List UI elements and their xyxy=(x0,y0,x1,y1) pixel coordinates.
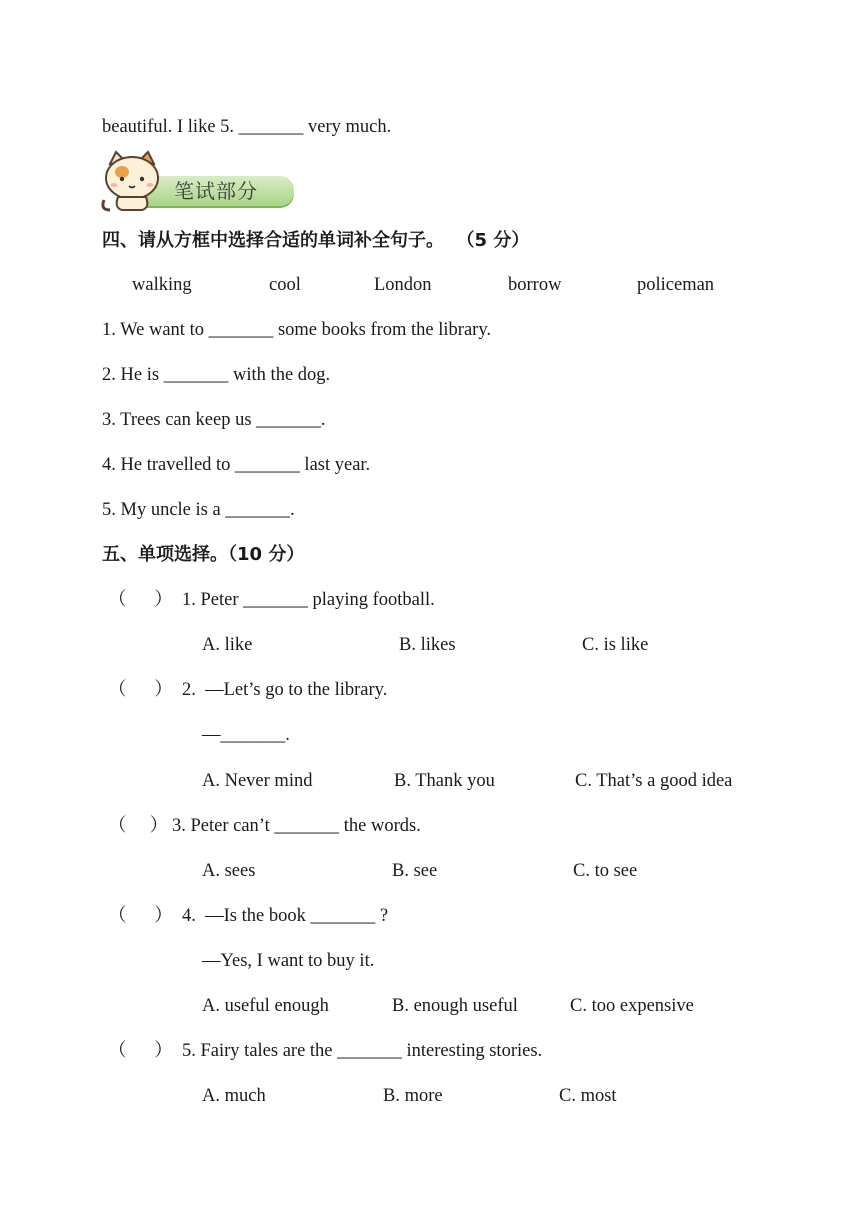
question-stem: 5. Fairy tales are the _______ interesting stories. xyxy=(182,1041,543,1061)
option-c: C. too expensive xyxy=(570,996,694,1016)
option-a: A. Never mind xyxy=(202,771,313,791)
question-stem: 2. —Let’s go to the library. xyxy=(182,680,388,700)
option-b: B. see xyxy=(392,861,438,881)
question-stem: 4. —Is the book _______ ? xyxy=(182,906,389,926)
answer-blank[interactable]: （ ） xyxy=(108,906,173,926)
option-b: B. likes xyxy=(399,635,456,655)
question-stem: 3. Peter can’t _______ the words. xyxy=(172,816,421,836)
option-a: A. sees xyxy=(202,861,256,881)
option-c: C. to see xyxy=(573,861,638,881)
section5-heading: 五、单项选择。（10 分） xyxy=(102,544,305,565)
option-b: B. enough useful xyxy=(392,996,518,1016)
section4-sentence: 4. He travelled to _______ last year. xyxy=(102,455,371,475)
answer-blank[interactable]: （ ） xyxy=(108,680,173,700)
option-c: C. That’s a good idea xyxy=(575,771,733,791)
answer-blank[interactable]: （ ） xyxy=(108,590,173,610)
section-banner xyxy=(100,150,300,214)
section4-sentence: 1. We want to _______ some books from the library. xyxy=(102,320,492,340)
option-a: A. much xyxy=(202,1086,266,1106)
section4-sentence: 5. My uncle is a _______. xyxy=(102,500,295,520)
option-a: A. like xyxy=(202,635,253,655)
option-a: A. useful enough xyxy=(202,996,329,1016)
section4-sentence: 2. He is _______ with the dog. xyxy=(102,365,331,385)
option-c: C. most xyxy=(559,1086,617,1106)
question-reply: —_______. xyxy=(202,725,290,745)
option-b: B. Thank you xyxy=(394,771,495,791)
question-stem: 1. Peter _______ playing football. xyxy=(182,590,435,610)
option-b: B. more xyxy=(383,1086,443,1106)
cat-mascot-icon xyxy=(100,150,170,214)
option-c: C. is like xyxy=(582,635,649,655)
top-line: beautiful. I like 5. _______ very much. xyxy=(102,117,392,137)
word-bank-item: London xyxy=(374,275,432,295)
banner-label: 笔试部分 xyxy=(174,179,258,203)
answer-blank[interactable]: （ ） xyxy=(108,816,169,836)
word-bank-item: cool xyxy=(269,275,301,295)
answer-blank[interactable]: （ ） xyxy=(108,1041,173,1061)
section4-sentence: 3. Trees can keep us _______. xyxy=(102,410,326,430)
word-bank-item: policeman xyxy=(637,275,715,295)
section4-heading: 四、请从方框中选择合适的单词补全句子。 （5 分） xyxy=(102,230,530,251)
question-reply: —Yes, I want to buy it. xyxy=(202,951,375,971)
word-bank-item: walking xyxy=(132,275,192,295)
word-bank-item: borrow xyxy=(508,275,562,295)
